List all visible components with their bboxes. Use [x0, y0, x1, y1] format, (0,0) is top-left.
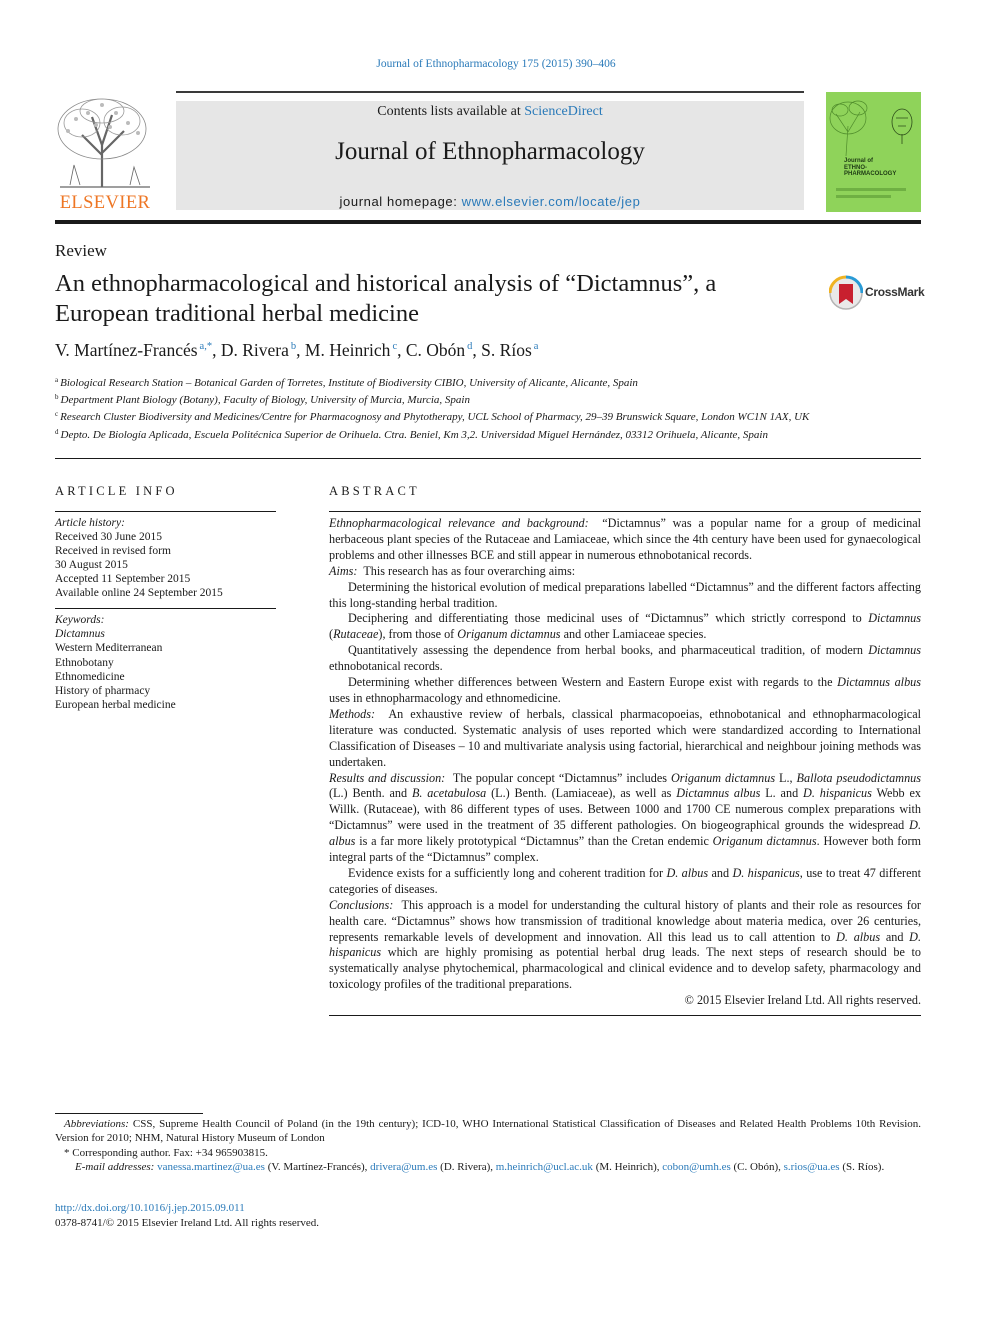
- article-info-rule: [55, 511, 276, 512]
- article-history: [55, 516, 223, 600]
- author-name[interactable]: S. Ríos: [481, 340, 532, 360]
- issn-copyright: 0378-8741/© 2015 Elsevier Ireland Ltd. All rights reserved.: [55, 1217, 320, 1229]
- article-type: Review: [55, 241, 107, 260]
- email-owner: (V. Martínez-Francés),: [264, 1160, 371, 1173]
- keywords-label: Keywords:: [55, 614, 105, 626]
- section-text: An exhaustive review of herbals, classical pharmacopoeias, ethnobotanical and ethnopharmacological literature was conducted. Systematic analysis of uses reported which were standardized according to International Classification of Diseases – 10 and multivariate analysis using factorial, hierarchical and neighbour joining methods was undertaken.: [329, 706, 922, 769]
- email-owner: (S. Ríos).: [839, 1160, 885, 1173]
- abstract-results: [329, 771, 921, 866]
- abstract-conclusions: [329, 898, 921, 993]
- homepage-link[interactable]: www.elsevier.com/locate/jep: [461, 194, 641, 209]
- affiliation-text: Biological Research Station – Botanical Garden of Torretes, Institute of Biodiversity CIBIO, University of Alicante, Alicante, Spain: [60, 377, 638, 389]
- sciencedirect-link[interactable]: ScienceDirect: [524, 104, 603, 119]
- author-name[interactable]: D. Rivera: [220, 340, 289, 360]
- taxon-name: D. albus: [329, 818, 921, 849]
- aim-text: Quantitatively assessing the dependence from herbal books, and pharmaceutical tradition, of modern: [348, 643, 869, 658]
- author-separator: ,: [472, 340, 482, 360]
- aim-text: Determining the historical evolution of medical preparations labelled “Dictamnus” and the different factors affecting this long-standing herbal tradition.: [329, 579, 921, 610]
- head-divider: [55, 458, 921, 459]
- author-affiliation-marker[interactable]: d: [467, 341, 473, 352]
- abstract-aim-2: [329, 611, 921, 643]
- footnotes: [55, 1117, 921, 1174]
- author-affiliation-marker[interactable]: a: [533, 341, 539, 352]
- taxon-name: Rutaceae: [333, 627, 379, 642]
- section-text: (L.) Benth. (Lamiaceae), as well as: [486, 786, 677, 801]
- section-text: which are highly promising as potential herbal drug leads. The next steps of research should be to systematically analyse phytochemical, pharmacological and clinical evidence and to develop safety, pharmacology and toxicology profiles of the traditional preparations.: [329, 945, 921, 992]
- journal-title: Journal of Ethnopharmacology: [335, 138, 645, 165]
- email-link[interactable]: m.heinrich@ucl.ac.uk: [495, 1160, 593, 1173]
- keyword-item: Dictamnus: [55, 628, 105, 641]
- abstract-relevance: [329, 516, 921, 564]
- article-info-heading: ARTICLE INFO: [55, 484, 178, 498]
- section-text: is a far more likely prototypical “Dictamnus” than the Cretan endemic: [355, 834, 713, 849]
- affiliation-key: d: [55, 427, 59, 436]
- article-title: An ethnopharmacological and historical analysis of “Dictamnus”, a European traditional herbal medicine: [55, 270, 717, 327]
- contents-line: [176, 104, 804, 120]
- cover-title-line-2: ETHNO-: [844, 164, 867, 171]
- email-link[interactable]: s.rios@ua.es: [783, 1160, 840, 1173]
- journal-banner: [176, 101, 804, 210]
- taxon-name: Dictamnus: [868, 643, 921, 658]
- homepage-prefix: journal homepage:: [339, 194, 462, 209]
- taxon-name: D. hispanicus: [329, 929, 921, 960]
- author-name[interactable]: M. Heinrich: [304, 340, 391, 360]
- section-label: Results and discussion:: [329, 770, 446, 785]
- taxon-name: Dictamnus: [868, 611, 921, 626]
- email-link[interactable]: drivera@um.es: [370, 1160, 438, 1173]
- author-separator: ,: [212, 340, 221, 360]
- section-label: Aims:: [329, 563, 358, 578]
- footnote-rule: [55, 1113, 203, 1114]
- section-label: Conclusions:: [329, 897, 394, 912]
- aim-text: Determining whether differences between Western and Eastern Europe exist with regards to the: [348, 675, 838, 690]
- author-affiliation-marker[interactable]: a,*: [199, 341, 213, 352]
- section-text: L.,: [775, 770, 797, 785]
- author-list: [55, 340, 538, 361]
- history-item: Available online 24 September 2015: [55, 587, 223, 599]
- crossmark-label: CrossMark: [865, 285, 925, 299]
- taxon-name: Origanum dictamnus: [712, 834, 817, 849]
- email-link[interactable]: cobon@umh.es: [662, 1160, 731, 1173]
- journal-citation-link[interactable]: Journal of Ethnopharmacology 175 (2015) 390–406: [376, 58, 616, 70]
- homepage-line: [176, 194, 804, 209]
- abstract-methods: [329, 707, 921, 771]
- abstract-body: [329, 516, 921, 1009]
- section-text: L. and: [760, 786, 804, 801]
- abbreviations-text: CSS, Supreme Health Council of Poland (in the 19th century); ICD-10, WHO International Statistical Classification of Diseases and Related Health Problems 10th Revision. Version for 2010; NHM, Natural History Museum of London: [55, 1118, 922, 1145]
- aim-text: uses in ethnopharmacology and ethnomedicine.: [329, 690, 561, 705]
- section-text: This approach is a model for understanding the cultural history of plants and their role as resources for health care. “Dictamnus” shows how transmission of traditional knowledge about materia medica, over 26 centuries, represents remarkable levels of development and innovation. All this lead us to call attention to: [329, 897, 921, 944]
- elsevier-logo[interactable]: [52, 95, 158, 215]
- affiliation-text: Research Cluster Biodiversity and Medicines/Centre for Pharmacognosy and Phytotherapy, UCL School of Pharmacy, 29–39 Brunswick Square, London WC1N 1AX, UK: [60, 411, 810, 424]
- abstract-aims: [329, 564, 921, 580]
- email-owner: (D. Rivera),: [437, 1160, 496, 1173]
- history-item: Received 30 June 2015: [55, 531, 162, 543]
- section-label: Ethnopharmacological relevance and background:: [329, 516, 589, 530]
- abbreviations-label: Abbreviations:: [64, 1118, 129, 1130]
- affiliation-key: b: [55, 393, 59, 402]
- aim-text: ), from those of: [378, 627, 458, 642]
- email-footnote: [55, 1160, 921, 1174]
- section-text: , use to treat 47 different categories of diseases.: [329, 865, 921, 896]
- crossmark-icon: [829, 274, 863, 312]
- abstract-aim-1: [329, 580, 921, 612]
- journal-cover-thumbnail[interactable]: [826, 92, 921, 212]
- section-text: Evidence exists for a sufficiently long and coherent tradition for: [348, 865, 667, 880]
- section-text: The popular concept “Dictamnus” includes: [452, 770, 671, 785]
- taxon-name: D. hispanicus: [732, 865, 800, 880]
- author-name[interactable]: V. Martínez-Francés: [55, 340, 198, 360]
- elsevier-tree-icon: [52, 95, 158, 191]
- taxon-name: Origanum dictamnus: [457, 627, 561, 642]
- keyword-item: Western Mediterranean: [55, 642, 163, 655]
- taxon-name: B. acetabulosa: [411, 786, 487, 801]
- author-name[interactable]: C. Obón: [405, 340, 466, 360]
- aim-text: (: [329, 627, 334, 642]
- email-owner: (C. Obón),: [730, 1160, 784, 1173]
- taxon-name: D. albus: [666, 865, 709, 880]
- history-item: Received in revised form: [55, 545, 171, 557]
- aim-text: ethnobotanical records.: [329, 659, 443, 674]
- corresponding-footnote: * Corresponding author. Fax: +34 965903815.: [64, 1146, 268, 1159]
- affiliation-item: [55, 407, 921, 424]
- keyword-item: Ethnobotany: [55, 656, 114, 669]
- keywords-list: [55, 613, 176, 712]
- section-text: . However both form integral parts of the “Dictamnus” complex.: [329, 834, 921, 865]
- cover-title-line-1: Journal of: [844, 158, 874, 164]
- keyword-item: European herbal medicine: [55, 699, 176, 712]
- abbreviations-footnote: [55, 1117, 921, 1146]
- aim-text: and other Lamiaceae species.: [560, 627, 707, 642]
- affiliation-key: a: [55, 376, 59, 384]
- affiliation-key: c: [55, 410, 59, 419]
- cover-art-icon: [826, 92, 921, 212]
- section-text: and: [880, 929, 910, 944]
- contents-prefix: Contents lists available at: [377, 104, 525, 119]
- section-text: “Dictamnus” was a popular name for a group of medicinal herbaceous plant species of the Rutaceae and Lamiaceae, which since the 4th century have been used for gynaecological problems and other illnesses BCE and still appear in numerous ethnobotanical records.: [329, 516, 921, 562]
- crossmark-badge[interactable]: [829, 274, 929, 312]
- email-label: E-mail addresses:: [75, 1160, 155, 1173]
- cover-title: [844, 158, 896, 178]
- doi-link[interactable]: http://dx.doi.org/10.1016/j.jep.2015.09.011: [55, 1202, 245, 1214]
- affiliation-item: [55, 373, 921, 390]
- author-affiliation-marker[interactable]: b: [290, 341, 297, 352]
- author-separator: ,: [296, 340, 305, 360]
- author-affiliation-marker[interactable]: c: [392, 341, 398, 352]
- author-separator: ,: [397, 340, 406, 360]
- aim-text: Deciphering and differentiating those medicinal uses of “Dictamnus” which strictly correspond to: [348, 611, 869, 626]
- section-text: and: [708, 865, 733, 880]
- abstract-aim-3: [329, 643, 921, 675]
- abstract-heading: ABSTRACT: [329, 484, 420, 498]
- history-item: Accepted 11 September 2015: [55, 573, 191, 585]
- taxon-name: D. albus: [836, 929, 881, 944]
- affiliation-text: Department Plant Biology (Botany), Faculty of Biology, University of Murcia, Murcia, Spain: [60, 394, 470, 407]
- taxon-name: Origanum dictamnus: [670, 770, 776, 785]
- keywords-rule: [55, 608, 276, 609]
- cover-title-line-3: PHARMACOLOGY: [844, 171, 897, 177]
- email-link[interactable]: vanessa.martinez@ua.es: [157, 1160, 265, 1173]
- taxon-name: Dictamnus albus: [676, 786, 761, 801]
- taxon-name: Dictamnus albus: [837, 675, 921, 690]
- section-text: (L.) Benth. and: [329, 786, 412, 801]
- keyword-item: Ethnomedicine: [55, 670, 125, 683]
- affiliation-list: [55, 373, 921, 442]
- abstract-evidence: [329, 866, 921, 898]
- section-text: This research has as four overarching aims:: [363, 563, 576, 578]
- affiliation-item: [55, 390, 921, 407]
- history-item: 30 August 2015: [55, 559, 128, 571]
- abstract-rule: [329, 511, 921, 512]
- email-owner: (M. Heinrich),: [592, 1160, 663, 1173]
- taxon-name: Ballota pseudodictamnus: [796, 770, 922, 785]
- abstract-bottom-rule: [329, 1015, 921, 1016]
- abstract-copyright: © 2015 Elsevier Ireland Ltd. All rights reserved.: [684, 993, 921, 1008]
- banner-top-rule: [176, 91, 804, 93]
- affiliation-item: [55, 425, 921, 442]
- section-label: Methods:: [329, 706, 376, 721]
- abstract-aim-4: [329, 675, 921, 707]
- elsevier-wordmark: ELSEVIER: [59, 193, 151, 213]
- affiliation-text: Depto. De Biología Aplicada, Escuela Politécnica Superior de Orihuela. Ctra. Beniel, Km 3,2. Universidad Miguel Hernández, 03312 Orihuela, Alicante, Spain: [60, 428, 768, 441]
- section-text: Webb ex Willk. (Rutaceae), with 86 different types of uses. Between 1000 and 1700 CE numerous complex preparations with “Dictamnus” were used in the treatment of 35 different pathologies. On biogeographical grounds the widespread: [329, 786, 922, 833]
- header-divider: [55, 220, 921, 224]
- taxon-name: D. hispanicus: [803, 786, 872, 801]
- history-label: Article history:: [55, 517, 125, 529]
- keyword-item: History of pharmacy: [55, 685, 151, 698]
